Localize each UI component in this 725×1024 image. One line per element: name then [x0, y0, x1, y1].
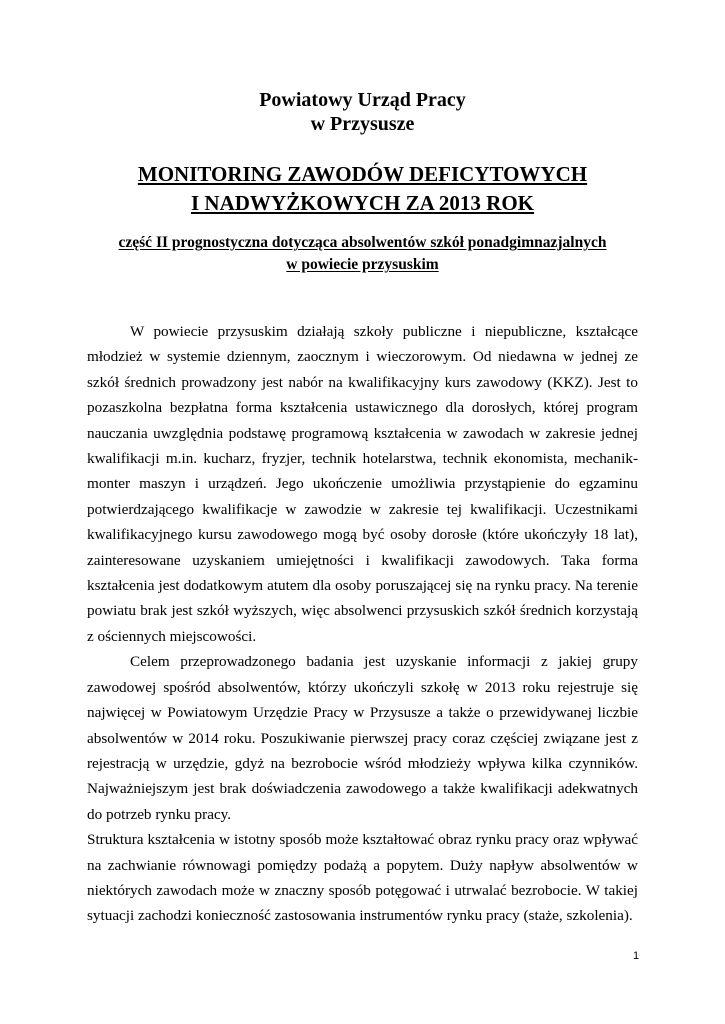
paragraph-purpose: Celem przeprowadzonego badania jest uzyskanie informacji z jakiej grupy zawodowej spośród absolwentów, którzy ukończyli szkołę w 2013 roku rejestruje się najwięcej w Powiatowym Urzędzie Pracy w Przysusze a także o przewidywanej liczbie absolwentów w 2014 roku. Poszukiwanie pierwszej pracy coraz częściej związane jest z rejestracją w urzędzie, gdyż na bezrobocie wśród młodzieży wpływa kilka czynników. Najważniejszym jest brak doświadczenia zawodowego a także kwalifikacji adekwatnych do potrzeb rynku pracy. — [87, 653, 638, 823]
subtitle-line-1: część II prognostyczna dotycząca absolwentów szkół ponadgimnazjalnych — [118, 234, 607, 251]
paragraph-intro: W powiecie przysuskim działają szkoły publiczne i niepubliczne, kształcące młodzież w systemie dziennym, zaocznym i wieczorowym. Od niedawna w jednej ze szkół średnich prowadzony jest nabór na kwalifikacyjny kurs zawodowy (KKZ). Jest to pozaszkolna bezpłatna forma kształcenia ustawicznego dla dorosłych, której program nauczania uwzględnia podstawę programową kształcenia w zawodach w zakresie jednej kwalifikacji m.in. kucharz, fryzjer, technik hotelarstwa, technik ekonomista, mechanik-monter maszyn i urządzeń. Jego ukończenie umożliwia przystąpienie do egzaminu potwierdzającego kwalifikacje w zawodzie w zakresie tej kwalifikacji. Uczestnikami kwalifikacyjnego kursu zawodowego mogą być osoby dorosłe (które ukończyły 18 lat), zainteresowane uzyskaniem umiejętności i kwalifikacji zawodowych. Taka forma kształcenia jest dodatkowym atutem dla osoby poruszającej się na rynku pracy. Na terenie powiatu brak jest szkół wyższych, więc absolwenci przysuskich szkół średnich korzystają z ościennych miejscowości. — [87, 323, 638, 645]
page-number: 1 — [632, 950, 640, 962]
subtitle-line-2: w powiecie przysuskim — [286, 256, 439, 273]
office-name: Powiatowy Urząd Pracy — [259, 89, 466, 111]
office-heading — [0, 88, 725, 136]
document-subtitle — [0, 232, 725, 276]
document-title — [0, 160, 725, 218]
title-line-2: I NADWYŻKOWYCH ZA 2013 ROK — [190, 191, 535, 215]
office-location: w Przysusze — [310, 113, 415, 135]
body-text — [87, 319, 638, 929]
title-line-1: MONITORING ZAWODÓW DEFICYTOWYCH — [137, 162, 588, 186]
paragraph-structure: Struktura kształcenia w istotny sposób może kształtować obraz rynku pracy oraz wpływać na zachwianie równowagi pomiędzy podażą a popytem. Duży napływ absolwentów w niektórych zawodach może w znaczny sposób potęgować i utrwalać bezrobocie. W takiej sytuacji zachodzi konieczność zastosowania instrumentów rynku pracy (staże, szkolenia). — [87, 831, 638, 925]
